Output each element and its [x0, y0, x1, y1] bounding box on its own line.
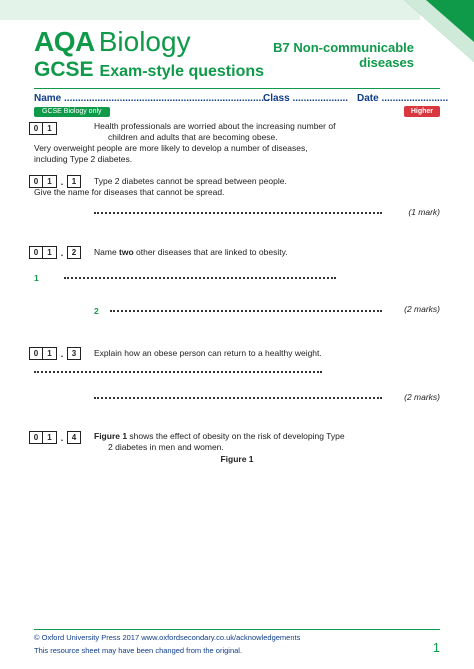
q01-info-line1: Very overweight people are more likely to develop a number of diseases, — [34, 143, 308, 153]
page-number: 1 — [432, 640, 440, 655]
qnum-digit: 3 — [67, 347, 81, 360]
topic-code: B7 — [273, 40, 290, 55]
qnum-digit: 1 — [43, 122, 57, 135]
qnum-separator: . — [60, 247, 64, 258]
higher-tier-badge: Higher — [404, 106, 440, 117]
q012-answer-line-1[interactable] — [64, 277, 336, 279]
q012-marks: (2 marks) — [404, 304, 440, 314]
q014-figure-ref: Figure 1 — [94, 431, 128, 441]
q01-stem-line2: children and adults that are becoming obese. — [108, 132, 278, 142]
brand-title — [34, 26, 191, 58]
q011-line1: Type 2 diabetes cannot be spread between people. — [94, 176, 287, 186]
qnum-digit: 4 — [67, 431, 81, 444]
q012-answer-line-2[interactable] — [110, 310, 382, 312]
q012-answer-label-1: 1 — [34, 273, 39, 283]
q01-stem-line1: Health professionals are worried about the increasing number of — [94, 121, 336, 131]
footer-rule — [34, 629, 440, 630]
question-number-01 — [29, 122, 57, 135]
q012-stem-bold: two — [119, 247, 134, 257]
qnum-digit: 0 — [29, 431, 43, 444]
header-rule — [34, 88, 440, 89]
q013-answer-line-2[interactable] — [94, 397, 382, 399]
q014-stem — [94, 431, 345, 453]
q014-stem-line2: 2 diabetes in men and women. — [108, 442, 224, 452]
qnum-separator: . — [60, 432, 64, 443]
brand-level: GCSE — [34, 58, 94, 81]
qnum-digit: 0 — [29, 246, 43, 259]
q013-stem: Explain how an obese person can return to a healthy weight. — [94, 348, 322, 358]
footer-copyright: © Oxford University Press 2017 www.oxfordsecondary.co.uk/acknowledgements — [34, 633, 301, 642]
question-number-01-3 — [29, 347, 81, 360]
qnum-digit: 0 — [29, 175, 43, 188]
question-number-01-4 — [29, 431, 81, 444]
name-field[interactable]: Name .......................................................................... — [34, 93, 270, 104]
qnum-separator: . — [60, 348, 64, 359]
q01-info — [34, 143, 308, 165]
brand-series: Exam-style questions — [99, 63, 265, 80]
qnum-digit: 0 — [29, 122, 43, 135]
topic-line2: diseases — [359, 55, 414, 70]
brand-subtitle — [34, 58, 264, 82]
q014-stem-line1: shows the effect of obesity on the risk of developing Type — [127, 431, 345, 441]
qnum-digit: 0 — [29, 347, 43, 360]
q012-stem-post: other diseases that are linked to obesity. — [133, 247, 288, 257]
class-field[interactable]: Class .................... — [263, 93, 349, 104]
footer-note: This resource sheet may have been changed from the original. — [34, 646, 243, 655]
q012-answer-label-2: 2 — [94, 306, 99, 316]
qnum-separator: . — [60, 176, 64, 187]
qnum-digit: 1 — [43, 246, 57, 259]
corner-decoration — [404, 0, 474, 62]
topic-heading — [254, 40, 414, 70]
top-banner — [0, 0, 420, 20]
topic-line1: Non-communicable — [293, 40, 414, 55]
qnum-digit: 1 — [43, 175, 57, 188]
question-number-01-2 — [29, 246, 81, 259]
date-field[interactable]: Date ........................ — [357, 93, 449, 104]
q011-line2: Give the name for diseases that cannot be spread. — [34, 187, 225, 197]
brand-aqa: AQA — [34, 26, 95, 57]
figure-title: Figure 1 — [220, 454, 254, 464]
qnum-digit: 1 — [43, 431, 57, 444]
qnum-digit: 2 — [67, 246, 81, 259]
q01-info-line2: including Type 2 diabetes. — [34, 154, 133, 164]
q012-stem — [94, 247, 288, 258]
q01-stem — [94, 121, 335, 143]
qnum-digit: 1 — [67, 175, 81, 188]
q012-stem-pre: Name — [94, 247, 120, 257]
q011-answer-line[interactable] — [94, 212, 382, 214]
brand-subject: Biology — [98, 26, 191, 57]
qnum-digit: 1 — [43, 347, 57, 360]
q013-answer-line-1[interactable] — [34, 371, 322, 373]
gcse-biology-only-badge: GCSE Biology only — [34, 107, 110, 117]
q011-marks: (1 mark) — [408, 207, 440, 217]
q013-marks: (2 marks) — [404, 392, 440, 402]
